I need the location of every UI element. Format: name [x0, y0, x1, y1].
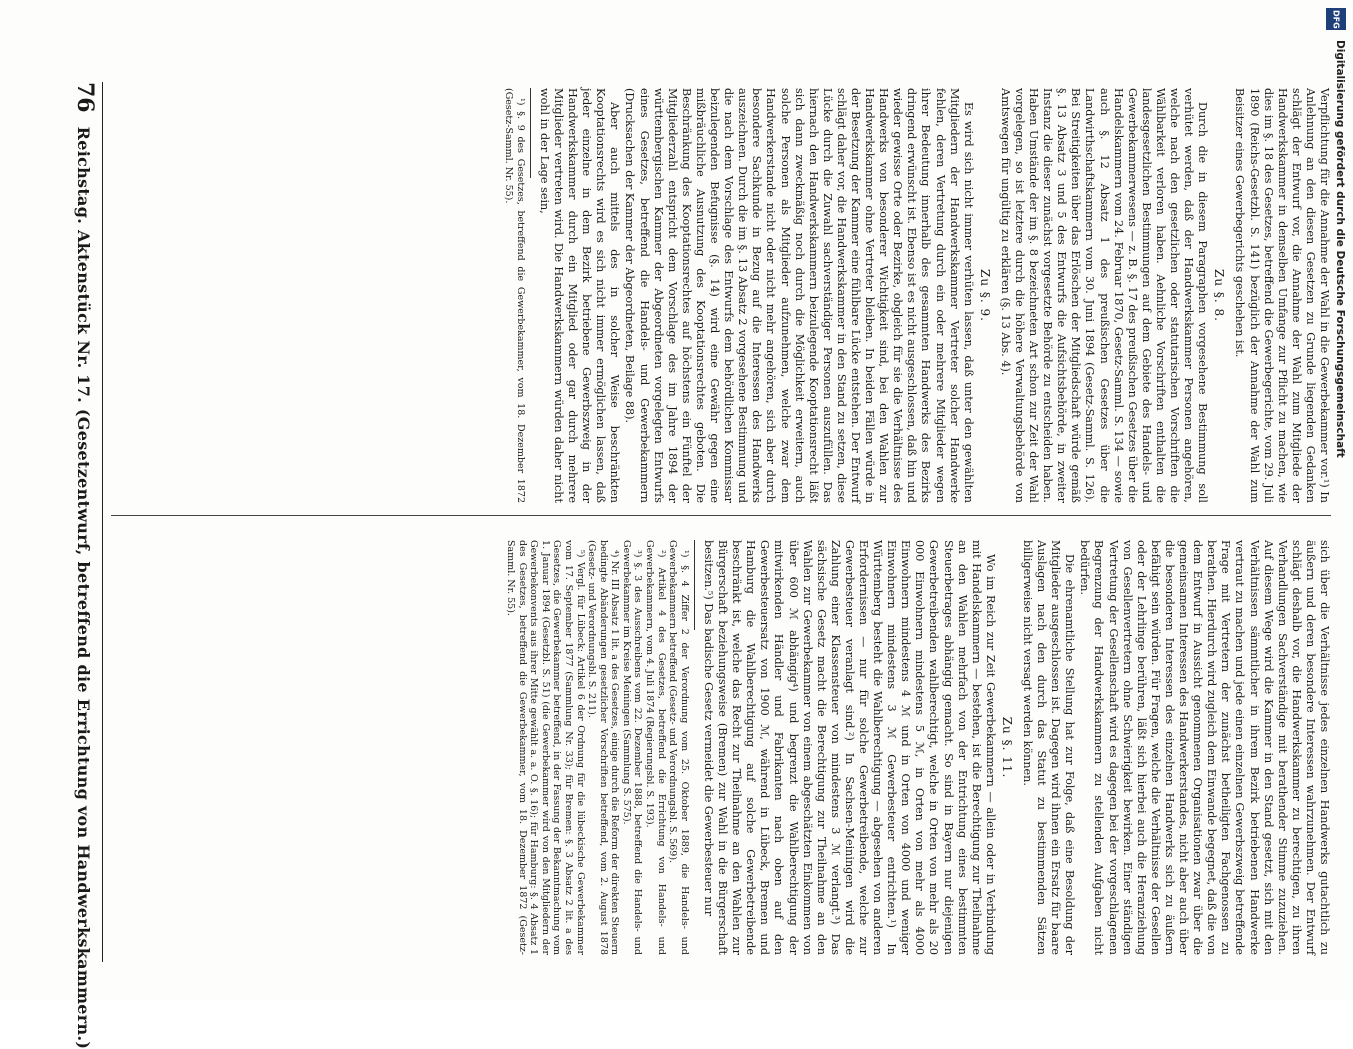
footnote: ²) Artikel 4 des Gesetzes, betreffend die Errichtung von Handels- und Gewerbekammern, vom 4. Juli 1874 (Regierungsbl. S. 193).	[644, 540, 667, 955]
footnote: ⁴) Nr. III Absatz 1 lit. a des Gesetzes, einige durch die Reform der direkten Steuern bedingte Abänderungen gesetzlicher Vorschriften betreffend, vom 2. August 1878 (Gesetz- und Verordnungsbl. S. 211).	[586, 540, 621, 955]
footnote: ¹) §. 9 des Gesetzes, betreffend die Gewerbekammer, vom 18. Dezember 1872 (Gesetz-Samml. Nr. 55).	[503, 88, 526, 503]
left-column	[504, 540, 1331, 955]
header-rule	[102, 82, 103, 962]
sponsor-note: Digitalisierung gefördert durch die Deutsche Forschungsgemeinschaft	[1334, 40, 1346, 458]
paragraph: Wo im Reich zur Zeit Gewerbekammern — allein oder in Verbindung mit Handelskammern — bestehen, ist die Berechtigung zur Theilnahme an den Wahlen mehrfach von der Entrichtung eines bestimmten Steuerbetrages abhängig gemacht. So sind in Bayern nur diejenigen Gewerbetreibenden wahlberechtigt, welche in Orten von mehr als 20 000 Einwohnern mindestens 5 ℳ, in Orten von mehr als 4000 Einwohnern mindestens 4 ℳ und in Orten von 4000 und weniger Einwohnern mindestens 3 ℳ Gewerbesteuer entrichten.¹) In Württemberg besteht die Wahlberechtigung — abgesehen von anderen Erfordernissen — nur für solche Gewerbetreibende, welche zur Gewerbesteuer veranlagt sind.²) In Sachsen-Meiningen wird die Zahlung einer Klassensteuer von mindestens 3 ℳ verlangt.³) Das sächsische Gesetz macht die Berechtigung zur Theilnahme an den Wahlen zur Gewerbekammer von einem abgeschätzten Einkommen von über 600 ℳ abhängig⁴) und begrenzt die Wahlberechtigung der mitwirkenden Händler und Fabrikanten nach oben auf den Gewerbesteuersatz von 1900 ℳ, während in Lübeck, Bremen und Hamburg die Wahlberechtigung auf solche Gewerbetreibende beschränkt ist, welche das Recht zur Theilnahme an den Wahlen zur Bürgerschaft beziehungsweise (Bremen) zur Wahl in die Bürgerschaft besitzen.⁵) Das badische Gesetz vermeidet die Gewerbesteuer nur	[701, 540, 997, 955]
page-header	[66, 82, 98, 1049]
section-heading: Zu §. 9.	[977, 269, 992, 322]
paragraph: Aber auch mittels des in solcher Weise beschränkten Kooptationsrechts wird es sich nicht immer ermöglichen lassen, daß jeder einzelne in dem Bezirk betriebene Gewerbszweig in der Handwerkskammer durch ein Mitglied oder gar durch mehrere Mitglieder vertreten wird. Die Handwerkskammern würden daher nicht wohl in der Lage sein,	[537, 88, 622, 503]
footnote-rule	[530, 88, 531, 178]
column-divider	[111, 515, 1331, 516]
footnote: ³) §. 3 des Ausschreibens vom 22. Dezember 1888, betreffend die Handels- und Gewerbekammer im Kreise Meiningen (Sammlung S. 575).	[620, 540, 644, 955]
footnote: ¹) §. 4 Ziffer 2 der Verordnung vom 25. Oktober 1889, die Handels- und Gewerbekammern betreffend (Gesetz- und Verordnungsbl. S. 569).	[667, 540, 690, 955]
footnote: ⁵) Vergl. für Lübeck: Artikel 6 der Ordnung für die lübeckische Gewerbekammer vom 17. September 1877 (Sammlung Nr. 33); für Bremen: §. 3 Absatz 2 lit. a des Gesetzes, die Gewerbekammer betreffend, in der Fassung der Bekanntmachung vom 1. Januar 1894 (Gesetzbl. S. 51) (die Gewerbekammer wird von den Mitgliedern der Gewerbekonvents aus ihrer Mitte gewählt a. a. O. §. 16); für Hamburg: §. 4 Absatz 1 des Gesetzes, betreffend die Gewerbekammer, vom 18. Dezember 1872 (Gesetz-Samml. Nr. 55).	[504, 540, 586, 955]
paragraph: sich über die Verhältnisse jedes einzelnen Handwerks gutachtlich zu äußern und deren besondere Interessen wahrzunehmen. Der Entwurf schlägt deshalb vor, die Handwerkskammer zu berechtigen, zu ihren Verhandlungen Sachverständige mit berathender Stimme zuzuziehen. Auf diesem Wege wird die Kammer in den Stand gesetzt, sich mit den Verhältnissen sämmtlicher in ihrem Bezirk betriebenen Handwerke vertraut zu machen und jede einen einzelnen Gewerbszweig betreffende Frage mit Vertretern der zunächst betheiligten Fachgenossen zu berathen. Hierdurch wird zugleich dem Einwande begegnet, daß die von dem Entwurf in Aussicht genommenen Organisationen zwar über die gemeinsamen Interessen des Handwerkerstandes, nicht aber auch über die besonderen Interessen des einzelnen Handwerks sich zu äußern befähigt sein würden. Für Fragen, welche die Verhältnisse der Gesellen oder der Lehrlinge berühren, läßt sich hierbei auch die Heranziehung von Gesellenvertretern ohne Schwierigkeit bewirken. Einer ständigen Vertretung der Gesellenschaft wird es dagegen bei der vorgeschlagenen Begrenzung der Handwerkskammern zu stellenden Aufgaben nicht bedürfen.	[1078, 540, 1331, 955]
page-number: 76	[72, 82, 98, 113]
section-heading: Zu §. 11.	[999, 716, 1014, 779]
paragraph: Die ehrenamtliche Stellung hat zur Folge, daß eine Besoldung der Mitglieder ausgeschlossen ist. Dagegen wird ihnen ein Ersatz für baare Auslagen nach den durch das Statut zu bestimmenden Sätzen billigerweise nicht versagt werden können.	[1021, 540, 1077, 955]
footnote-rule	[694, 540, 695, 630]
dfg-logo: DFG	[1326, 8, 1346, 30]
right-column	[503, 88, 1331, 503]
running-title: Reichstag. Aktenstück Nr. 17. (Gesetzentwurf, betreffend die Errichtung von Handwerkskammern.)	[74, 126, 93, 1049]
paragraph: Es wird sich nicht immer verhüten lassen, daß unter den gewählten Mitgliedern der Handwerkskammer Vertreter solcher Handwerke fehlen, deren Vertretung durch ein oder mehrere Mitglieder wegen ihrer Bedeutung innerhalb des gesammten Handwerks des Bezirks dringend erwünscht ist. Ebenso ist es nicht ausgeschlossen, daß hin und wieder gewisse Orte oder Bezirke, obgleich für sie die Verhältnisse des Handwerks von besonderer Wichtigkeit sind, bei den Wahlen zur Handwerkskammer ohne Vertreter bleiben. In beiden Fällen würde in der Besetzung der Kammer eine fühlbare Lücke entstehen. Der Entwurf schlägt daher vor, die Handwerkskammer in den Stand zu setzen, diese Lücke durch die Zuwahl sachverständiger Personen auszufüllen. Das hiernach den Handwerkskammern beizulegende Kooptationsrecht läßt sich dann zweckmäßig noch durch die Möglichkeit erweitern, auch solche Personen als Mitglieder aufzunehmen, welche zwar dem Handwerkerstande nicht oder nicht mehr angehören, sich aber durch besondere Sachkunde in Bezug auf die Interessen des Handwerks auszeichnen. Durch die im §. 13 Absatz 2 vorgesehene Bestimmung und die nach dem Vorschlage des Entwurfs dem behördlichen Kommissar beizulegenden Befugnisse (§. 14) wird eine Gewähr gegen eine mißbräuchliche Ausnutzung des Kooptationsrechtes geboten. Die Beschränkung des Kooptationsrechtes auf höchstens ein Fünftel der Mitgliederzahl entspricht dem Vorschlage des im Jahre 1894 der württembergischen Kammer der Abgeordneten vorgelegten Entwurfs eines Gesetzes, betreffend die Handels- und Gewerbekammern (Drucksachen der Kammer der Abgeordneten, Beilage 88).	[623, 88, 975, 503]
paragraph: Durch die in diesem Paragraphen vorgesehene Bestimmung soll verhütet werden, daß der Handwerkskammer Personen angehören, welche nach den gesetzlichen oder statutarischen Vorschriften die Wählbarkeit verloren haben. Aehnliche Vorschriften enthalten die landesgesetzlichen Bestimmungen auf dem Gebiete des Handels- und Gewerbekammerwesens — z. B. §. 17 des preußischen Gesetzes über die Handelskammern vom 24. Februar 1870, Gesetz-Samml. S. 134 — sowie auch §. 12 Absatz 1 des preußischen Gesetzes über die Landwirthschaftskammern vom 30. Juni 1894 (Gesetz-Samml. S. 126). Bei Streitigkeiten über das Erlöschen der Mitgliedschaft würde gemäß §. 13 Absatz 3 und 5 des Entwurfs die Aufsichtsbehörde, in zweiter Instanz die dieser zunächst vorgesetzte Behörde zu entscheiden haben. Haben Umstände der im §. 8 bezeichneten Art schon zur Zeit der Wahl vorgelegen, so ist letztere durch die höhere Verwaltungsbehörde von Amtswegen für ungültig zu erklären (§. 13 Abs. 4).	[998, 88, 1210, 503]
section-heading: Zu §. 8.	[1212, 269, 1227, 322]
paragraph: Verpflichtung für die Annahme der Wahl in die Gewerbekammer vor.¹) In Anlehnung an den diesen Gesetzen zu Grunde liegenden Gedanken schlägt der Entwurf vor, die Annahme der Wahl zum Mitgliede der Handwerkskammer in demselben Umfange zur Pflicht zu machen, wie dies im §. 18 des Gesetzes, betreffend die Gewerbegerichte, vom 29. Juli 1890 (Reichs-Gesetzbl. S. 141) bezüglich der Annahme der Wahl zum Beisitzer eines Gewerbegerichts geschehen ist.	[1233, 88, 1331, 503]
